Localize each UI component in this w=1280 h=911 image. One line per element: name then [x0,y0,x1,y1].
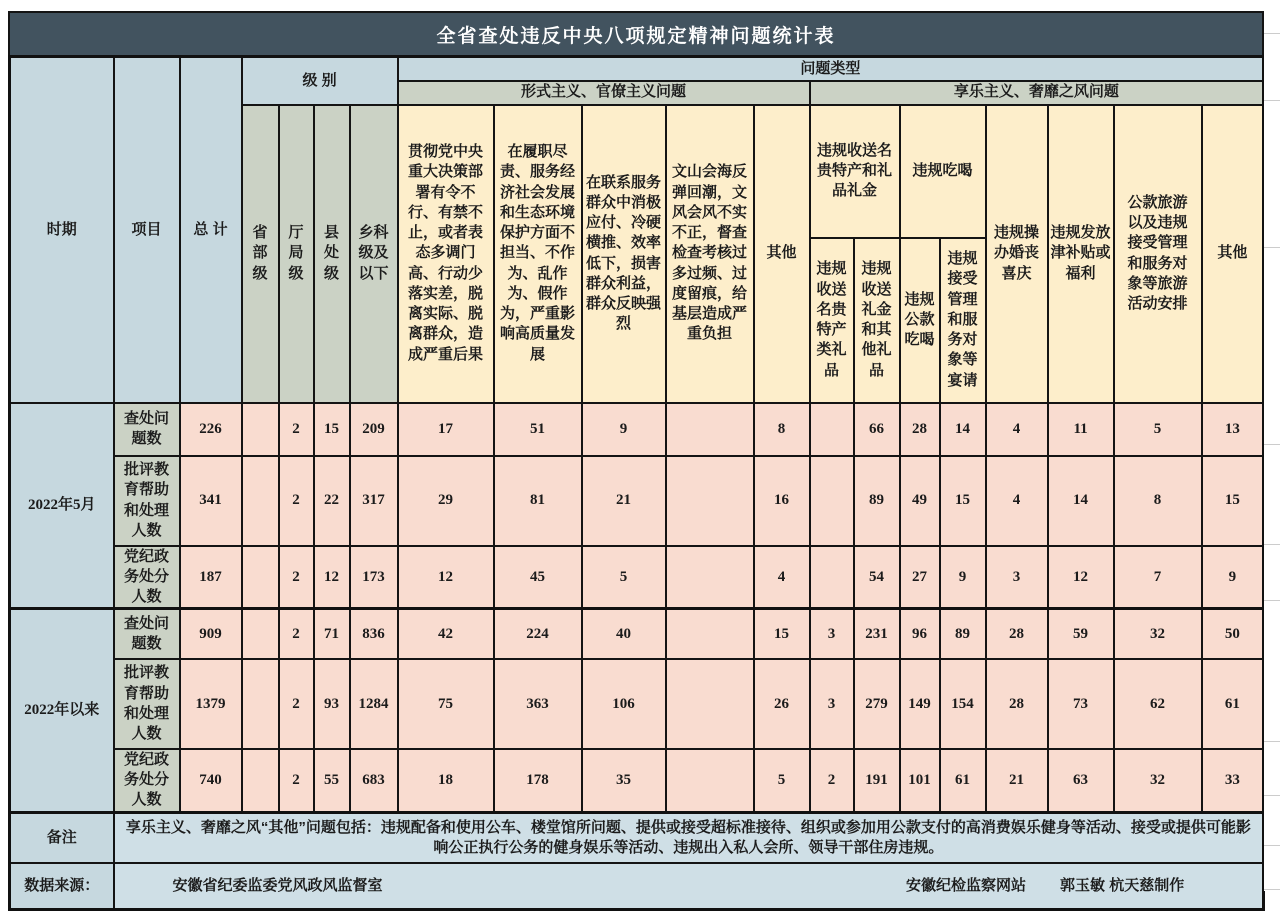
data-cell: 40 [582,609,666,659]
data-cell: 50 [1202,609,1264,659]
row-label: 查处问题数 [114,609,180,659]
data-cell: 317 [350,456,398,546]
col-group-problem-type: 问题类型 [398,57,1264,81]
source-label: 数据来源： [10,863,114,909]
data-cell: 226 [180,403,242,456]
data-cell: 61 [1202,659,1264,749]
col-group-gifts: 违规收送名贵特产和礼品礼金 [810,105,900,238]
data-cell: 178 [494,749,582,812]
col-header-public-travel: 公款旅游以及违规接受管理和服务对象等旅游活动安排 [1114,105,1202,403]
data-cell: 12 [314,546,350,609]
data-cell: 15 [940,456,986,546]
col-header-total: 总 计 [180,57,242,403]
data-cell [242,546,279,609]
data-cell: 101 [900,749,940,812]
row-label: 查处问题数 [114,403,180,456]
data-cell [242,659,279,749]
data-cell: 55 [314,749,350,812]
source-site: 安徽纪检监察网站 [906,876,1027,894]
data-cell: 363 [494,659,582,749]
data-cell: 33 [1202,749,1264,812]
data-cell: 35 [582,749,666,812]
data-cell: 2 [810,749,854,812]
data-cell: 5 [582,546,666,609]
data-cell: 15 [1202,456,1264,546]
data-cell: 18 [398,749,494,812]
data-cell: 28 [986,659,1048,749]
data-cell: 1379 [180,659,242,749]
data-cell: 32 [1114,749,1202,812]
row-label: 批评教育帮助和处理人数 [114,659,180,749]
data-cell: 9 [1202,546,1264,609]
data-cell: 45 [494,546,582,609]
data-cell: 73 [1048,659,1114,749]
data-cell: 28 [900,403,940,456]
data-cell: 231 [854,609,900,659]
data-cell: 51 [494,403,582,456]
data-cell: 75 [398,659,494,749]
col-group-dining: 违规吃喝 [900,105,986,238]
period-cell: 2022年5月 [10,403,114,609]
data-cell: 89 [940,609,986,659]
col-header-weddings-funerals: 违规操办婚丧喜庆 [986,105,1048,403]
data-cell: 16 [754,456,810,546]
data-cell: 8 [754,403,810,456]
col-header-allowances: 违规发放津补贴或福利 [1048,105,1114,403]
col-header-period: 时期 [10,57,114,403]
data-cell: 2 [279,659,314,749]
data-cell [810,456,854,546]
data-cell: 3 [810,609,854,659]
sheet-edge-gutter [1264,11,1280,891]
data-cell: 3 [986,546,1048,609]
data-cell: 21 [986,749,1048,812]
data-cell [666,749,754,812]
col-header-gifts-money: 违规收送礼金和其他礼品 [854,238,900,403]
data-cell: 909 [180,609,242,659]
data-cell: 66 [854,403,900,456]
data-cell [810,546,854,609]
data-cell: 4 [754,546,810,609]
data-cell [810,403,854,456]
statistics-table [8,55,1265,911]
period-cell: 2022年以来 [10,609,114,812]
table-row [10,403,1264,456]
data-cell: 54 [854,546,900,609]
data-cell: 191 [854,749,900,812]
col-group-formalism: 形式主义、官僚主义问题 [398,81,810,105]
data-cell: 5 [754,749,810,812]
table-row [10,749,1264,812]
table-row [10,659,1264,749]
data-cell: 209 [350,403,398,456]
col-header-level-county: 县处级 [314,105,350,403]
data-cell: 15 [314,403,350,456]
data-cell: 9 [582,403,666,456]
data-cell: 59 [1048,609,1114,659]
row-label: 党纪政务处分人数 [114,749,180,812]
data-cell [242,403,279,456]
data-cell: 26 [754,659,810,749]
col-header-formalism-4: 文山会海反弹回潮，文风会风不实不正，督查检查考核过多过频、过度留痕，给基层造成严重负担 [666,105,754,403]
data-cell: 14 [940,403,986,456]
data-cell [242,456,279,546]
source-cell [114,863,1264,909]
col-group-level: 级 别 [242,57,398,105]
data-cell: 11 [1048,403,1114,456]
data-cell: 71 [314,609,350,659]
data-cell: 49 [900,456,940,546]
data-cell [666,456,754,546]
data-cell: 5 [1114,403,1202,456]
col-header-formalism-3: 在联系服务群众中消极应付、冷硬横推、效率低下，损害群众利益，群众反映强烈 [582,105,666,403]
data-cell: 21 [582,456,666,546]
data-cell: 836 [350,609,398,659]
data-cell: 14 [1048,456,1114,546]
data-cell: 2 [279,546,314,609]
data-cell: 12 [1048,546,1114,609]
col-header-formalism-2: 在履职尽责、服务经济社会发展和生态环境保护方面不担当、不作为、乱作为、假作为，严重影响高质量发展 [494,105,582,403]
source-credits: 郭玉敏 杭天慈制作 [1060,876,1185,894]
col-header-level-township: 乡科级及以下 [350,105,398,403]
data-cell: 4 [986,403,1048,456]
data-cell [242,609,279,659]
data-cell: 740 [180,749,242,812]
data-cell: 8 [1114,456,1202,546]
table-title: 全省查处违反中央八项规定精神问题统计表 [8,11,1264,55]
data-cell: 2 [279,456,314,546]
data-cell: 154 [940,659,986,749]
data-cell: 13 [1202,403,1264,456]
col-header-hedonism-other: 其他 [1202,105,1264,403]
data-cell: 7 [1114,546,1202,609]
data-cell [666,659,754,749]
col-header-gifts-specialty: 违规收送名贵特产类礼品 [810,238,854,403]
data-cell: 29 [398,456,494,546]
source-line [115,876,1263,896]
data-cell [242,749,279,812]
data-cell: 12 [398,546,494,609]
data-cell: 89 [854,456,900,546]
statistics-sheet [8,11,1264,911]
col-header-formalism-1: 贯彻党中央重大决策部署有令不行、有禁不止，或者表态多调门高、行动少落实差，脱离实际、脱离群众，造成严重后果 [398,105,494,403]
table-row [10,609,1264,659]
data-cell: 62 [1114,659,1202,749]
data-cell: 28 [986,609,1048,659]
data-cell: 683 [350,749,398,812]
table-row [10,456,1264,546]
data-cell: 63 [1048,749,1114,812]
notes-label: 备注 [10,812,114,863]
data-cell: 3 [810,659,854,749]
data-cell [666,609,754,659]
row-label: 党纪政务处分人数 [114,546,180,609]
data-cell: 93 [314,659,350,749]
data-cell: 96 [900,609,940,659]
data-cell: 9 [940,546,986,609]
data-cell: 1284 [350,659,398,749]
data-cell: 2 [279,749,314,812]
col-header-formalism-other: 其他 [754,105,810,403]
col-header-dining-banquets: 违规接受管理和服务对象等宴请 [940,238,986,403]
data-cell: 2 [279,403,314,456]
data-cell: 279 [854,659,900,749]
data-cell [666,546,754,609]
data-cell: 2 [279,609,314,659]
col-group-hedonism: 享乐主义、奢靡之风问题 [810,81,1264,105]
notes-text: 享乐主义、奢靡之风“其他”问题包括：违规配备和使用公车、楼堂馆所问题、提供或接受超标准接待、组织或参加用公款支付的高消费娱乐健身等活动、接受或提供可能影响公正执行公务的健身娱乐等活动、违规出入私人会所、领导干部住房违规。 [114,812,1264,863]
data-cell: 17 [398,403,494,456]
data-cell: 224 [494,609,582,659]
data-cell: 4 [986,456,1048,546]
row-label: 批评教育帮助和处理人数 [114,456,180,546]
data-cell: 22 [314,456,350,546]
data-cell: 27 [900,546,940,609]
data-cell: 81 [494,456,582,546]
col-header-level-department: 厅局级 [279,105,314,403]
data-cell [666,403,754,456]
data-cell: 61 [940,749,986,812]
data-cell: 341 [180,456,242,546]
col-header-level-province: 省部级 [242,105,279,403]
data-cell: 187 [180,546,242,609]
data-cell: 42 [398,609,494,659]
col-header-item: 项目 [114,57,180,403]
source-org: 安徽省纪委监委党风政风监督室 [172,876,383,894]
data-cell: 32 [1114,609,1202,659]
data-cell: 106 [582,659,666,749]
table-row [10,546,1264,609]
data-cell: 149 [900,659,940,749]
data-cell: 173 [350,546,398,609]
data-cell: 15 [754,609,810,659]
col-header-dining-public-funds: 违规公款吃喝 [900,238,940,403]
